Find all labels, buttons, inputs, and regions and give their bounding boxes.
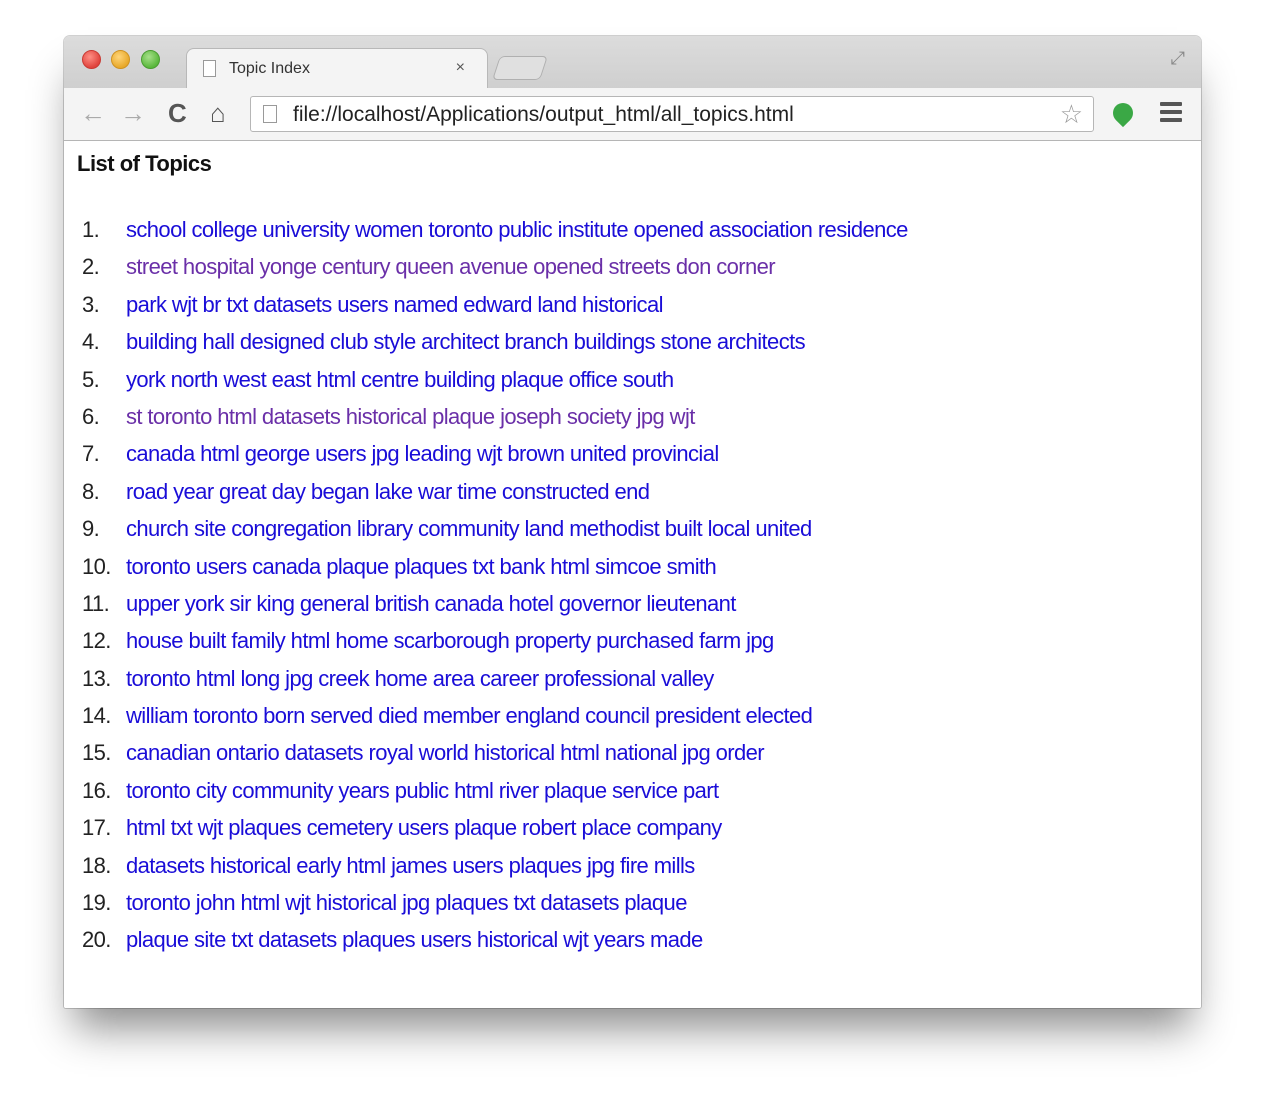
topic-link[interactable]: street hospital yonge century queen avenue opened streets don corner [126, 254, 775, 280]
forward-icon[interactable]: → [120, 98, 146, 128]
list-item [82, 441, 908, 478]
topic-link[interactable]: canada html george users jpg leading wjt brown united provincial [126, 441, 719, 467]
topic-number: 19. [82, 890, 111, 916]
topic-number: 8. [82, 478, 100, 504]
topic-number: 7. [82, 441, 100, 467]
close-tab-icon[interactable]: × [455, 59, 465, 76]
topic-link[interactable]: house built family html home scarborough property purchased farm jpg [126, 628, 774, 654]
topic-number: 20. [82, 927, 111, 953]
list-item [82, 628, 908, 665]
page-title: List of Topics [77, 151, 212, 176]
topic-link[interactable]: school college university women toronto public institute opened association residence [126, 217, 908, 242]
topic-number: 14. [82, 703, 111, 729]
bookmark-star-icon[interactable]: ☆ [1059, 99, 1083, 129]
topic-number: 11. [82, 590, 110, 616]
list-item [82, 853, 908, 890]
zoom-window-button[interactable] [141, 50, 160, 69]
list-item [82, 740, 908, 777]
url-text[interactable]: file://localhost/Applications/output_html/all_topics.html [293, 103, 794, 126]
topic-link[interactable]: html txt wjt plaques cemetery users plaque robert place company [126, 815, 722, 841]
topic-link[interactable]: road year great day began lake war time constructed end [126, 478, 650, 504]
tab-bar [64, 36, 1201, 88]
address-bar[interactable] [250, 96, 1094, 132]
topic-link[interactable]: st toronto html datasets historical plaque joseph society jpg wjt [126, 403, 695, 429]
list-item [82, 890, 908, 927]
list-item [82, 516, 908, 553]
topic-link[interactable]: upper york sir king general british canada hotel governor lieutenant [126, 590, 736, 616]
back-icon[interactable]: ← [80, 98, 106, 128]
topic-number: 18. [82, 852, 111, 878]
topic-link[interactable]: toronto users canada plaque plaques txt bank html simcoe smith [126, 553, 717, 579]
browser-window [64, 36, 1201, 1008]
list-item [82, 404, 908, 441]
topic-link[interactable]: datasets historical early html james users plaques jpg fire mills [126, 852, 695, 878]
topic-number: 1. [82, 217, 100, 242]
document-icon [203, 60, 216, 77]
topic-link[interactable]: york north west east html centre building plaque office south [126, 366, 674, 392]
topic-link[interactable]: church site congregation library community land methodist built local united [126, 516, 812, 542]
tab-topic-index[interactable] [186, 48, 488, 91]
new-tab-button[interactable] [492, 56, 548, 80]
list-item [82, 815, 908, 852]
topic-link[interactable]: canadian ontario datasets royal world historical html national jpg order [126, 740, 764, 766]
topic-number: 17. [82, 815, 111, 841]
close-window-button[interactable] [82, 50, 101, 69]
list-item [82, 329, 908, 366]
list-item [82, 554, 908, 591]
hamburger-menu-icon[interactable] [1160, 102, 1182, 124]
list-item [82, 367, 908, 404]
topic-number: 4. [82, 329, 100, 355]
minimize-window-button[interactable] [111, 50, 130, 69]
list-item [82, 666, 908, 703]
topic-number: 5. [82, 366, 100, 392]
list-item [82, 778, 908, 815]
reload-icon[interactable]: C [168, 98, 187, 128]
topic-number: 13. [82, 665, 111, 691]
topic-link[interactable]: building hall designed club style architect branch buildings stone architects [126, 329, 806, 355]
topic-number: 10. [82, 553, 111, 579]
list-item [82, 217, 908, 254]
topic-link[interactable]: toronto john html wjt historical jpg plaques txt datasets plaque [126, 890, 687, 916]
list-item [82, 703, 908, 740]
fullscreen-icon[interactable]: ⤢ [1170, 48, 1185, 68]
page-icon [263, 105, 277, 123]
topic-number: 9. [82, 516, 100, 542]
browser-toolbar [64, 88, 1201, 141]
topic-number: 12. [82, 628, 111, 654]
topic-link[interactable]: toronto html long jpg creek home area career professional valley [126, 665, 714, 691]
topic-number: 16. [82, 777, 111, 803]
list-item [82, 292, 908, 329]
topic-link[interactable]: toronto city community years public html river plaque service part [126, 777, 719, 803]
topic-link[interactable]: william toronto born served died member england council president elected [126, 703, 813, 729]
list-item [82, 254, 908, 291]
list-item [82, 591, 908, 628]
page-content [64, 141, 1201, 1008]
topic-number: 3. [82, 291, 100, 317]
home-icon[interactable]: ⌂ [210, 98, 226, 128]
topic-number: 6. [82, 403, 100, 429]
topic-link[interactable]: park wjt br txt datasets users named edward land historical [126, 291, 663, 317]
list-item [82, 479, 908, 516]
list-item [82, 927, 908, 964]
topic-number: 2. [82, 254, 100, 280]
tab-title: Topic Index [229, 60, 310, 77]
topic-number: 15. [82, 740, 111, 766]
topic-link[interactable]: plaque site txt datasets plaques users historical wjt years made [126, 927, 703, 953]
topic-list [82, 217, 908, 965]
extension-icon[interactable] [1109, 99, 1137, 127]
